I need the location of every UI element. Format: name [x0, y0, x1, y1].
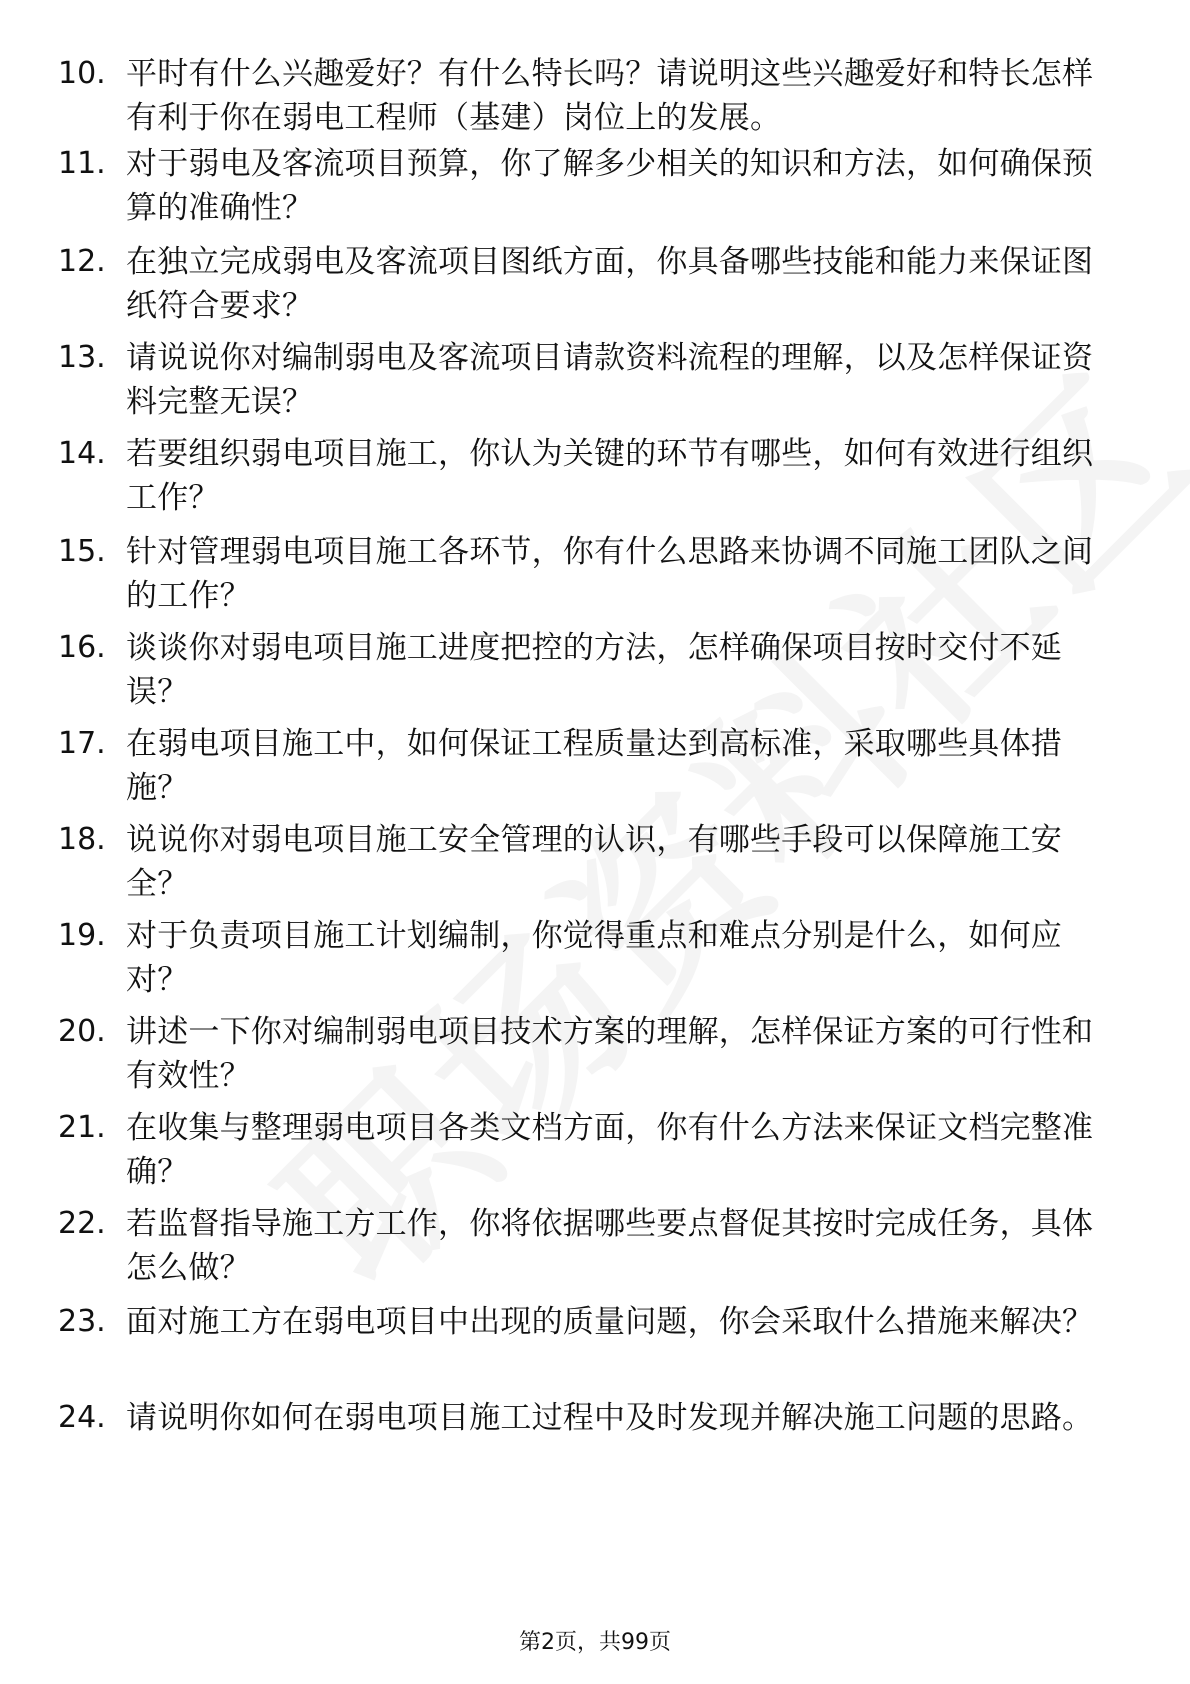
question-item [58, 818, 1118, 910]
question-item [58, 432, 1118, 524]
question-text: 对于负责项目施工计划编制，你觉得重点和难点分别是什么，如何应对？ [126, 918, 1062, 998]
question-item [58, 336, 1118, 428]
question-number: 13. [58, 340, 106, 375]
question-number: 16. [58, 630, 106, 665]
question-item [58, 914, 1118, 1006]
question-text: 若监督指导施工方工作，你将依据哪些要点督促其按时完成任务，具体怎么做？ [126, 1206, 1094, 1286]
question-item [58, 530, 1118, 622]
question-number: 23. [58, 1304, 106, 1339]
question-text: 针对管理弱电项目施工各环节，你有什么思路来协调不同施工团队之间的工作？ [126, 534, 1094, 614]
question-item [58, 1300, 1118, 1392]
question-item [58, 1010, 1118, 1102]
question-number: 11. [58, 146, 106, 181]
question-item [58, 142, 1118, 234]
question-number: 19. [58, 918, 106, 953]
question-number: 22. [58, 1206, 106, 1241]
question-item [58, 1106, 1118, 1198]
question-text: 请说说你对编制弱电及客流项目请款资料流程的理解，以及怎样保证资料完整无误？ [126, 340, 1094, 420]
question-number: 20. [58, 1014, 106, 1049]
question-number: 18. [58, 822, 106, 857]
question-number: 14. [58, 436, 106, 471]
question-number: 21. [58, 1110, 106, 1145]
question-text: 请说明你如何在弱电项目施工过程中及时发现并解决施工问题的思路。 [126, 1400, 1094, 1436]
question-text: 在独立完成弱电及客流项目图纸方面，你具备哪些技能和能力来保证图纸符合要求？ [126, 244, 1094, 324]
question-number: 10. [58, 56, 106, 91]
question-text: 讲述一下你对编制弱电项目技术方案的理解，怎样保证方案的可行性和有效性？ [126, 1014, 1094, 1094]
question-text: 在弱电项目施工中，如何保证工程质量达到高标准，采取哪些具体措施？ [126, 726, 1062, 806]
question-text: 若要组织弱电项目施工，你认为关键的环节有哪些，如何有效进行组织工作？ [126, 436, 1094, 516]
question-item [58, 626, 1118, 718]
question-number: 17. [58, 726, 106, 761]
question-number: 12. [58, 244, 106, 279]
question-item [58, 52, 1118, 144]
question-text: 平时有什么兴趣爱好？有什么特长吗？请说明这些兴趣爱好和特长怎样有利于你在弱电工程师（基建）岗位上的发展。 [126, 56, 1094, 136]
question-text: 在收集与整理弱电项目各类文档方面，你有什么方法来保证文档完整准确？ [126, 1110, 1094, 1190]
question-text: 对于弱电及客流项目预算，你了解多少相关的知识和方法，如何确保预算的准确性？ [126, 146, 1094, 226]
page-number-label: 第2页，共99页 [519, 1630, 671, 1655]
question-number: 24. [58, 1400, 106, 1435]
question-item [58, 1396, 1118, 1488]
question-text: 面对施工方在弱电项目中出现的质量问题，你会采取什么措施来解决？ [126, 1304, 1094, 1340]
question-item [58, 722, 1118, 814]
question-text: 谈谈你对弱电项目施工进度把控的方法，怎样确保项目按时交付不延误？ [126, 630, 1062, 710]
page-footer [0, 1628, 1190, 1658]
question-item [58, 1202, 1118, 1294]
question-number: 15. [58, 534, 106, 569]
question-text: 说说你对弱电项目施工安全管理的认识，有哪些手段可以保障施工安全？ [126, 822, 1062, 902]
question-item [58, 240, 1118, 332]
